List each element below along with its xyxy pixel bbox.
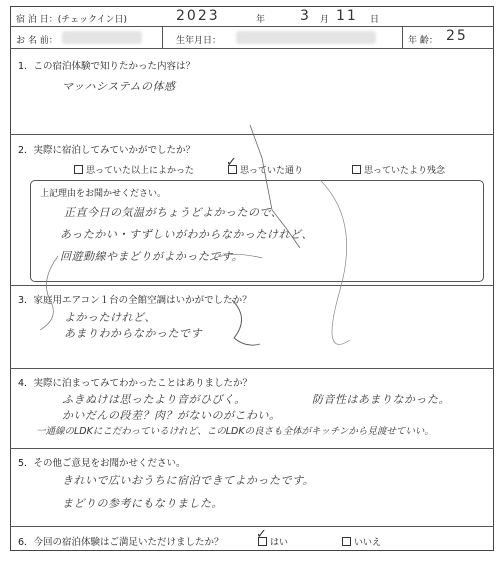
answer-4-line-2: かいだんの段差？肉？がないのがこわい。 <box>62 409 281 422</box>
question-6: 6．今回の宿泊体験はご満足いただけましたか？ <box>18 537 224 548</box>
check-mark-icon: ✓ <box>226 155 237 170</box>
stay-date-label: 宿 泊 日：(チェックイン日) <box>16 15 128 25</box>
day-unit: 日 <box>370 15 380 25</box>
age-value: 25 <box>446 28 468 44</box>
answer-2-line-2: あったかい・すずしいがわからなかったけれど、 <box>60 228 313 241</box>
reason-label: 上記理由をお聞かせください。 <box>40 189 167 199</box>
answer-5-line-2: まどりの参考にもなりました。 <box>62 497 223 510</box>
answer-2-line-1: 正直今日の気温がちょうどよかったので、 <box>64 206 283 219</box>
question-4: 4．実際に泊まってみてわかったことはありましたか？ <box>18 378 253 389</box>
answer-3-line-2: あまりわからなかったです <box>64 327 202 340</box>
option-label: はい <box>270 538 289 548</box>
month-unit: 月 <box>320 15 330 25</box>
answer-4-line-1: ふきぬけは思ったより音がひびく。 <box>62 393 246 406</box>
answer-5-line-1: きれいで広いおうちに宿泊できてよかったです。 <box>62 474 315 487</box>
stay-month-value: 3 <box>300 8 311 24</box>
question-2: 2．実際に宿泊してみていかがでしたか？ <box>18 145 196 156</box>
question-3: 3．家庭用エアコン１台の全館空調はいかがでしたか？ <box>18 295 252 306</box>
option-label: 思っていたより残念 <box>364 166 446 176</box>
check-mark-icon: ✓ <box>256 527 267 542</box>
stay-year-value: 2023 <box>176 8 220 24</box>
answer-2-line-3: 回遊動線やまどりがよかったです。 <box>60 250 244 263</box>
name-label: お 名 前： <box>16 36 58 46</box>
answer-4-side-note: 防音性はあまりなかった。 <box>312 393 450 406</box>
answer-3-line-1: よかったけれど、 <box>64 311 156 324</box>
question-1: 1．この宿泊体験で知りたかった内容は？ <box>18 61 196 72</box>
year-unit: 年 <box>256 15 266 25</box>
question-5: 5．その他ご意見をお聞かせください。 <box>18 458 186 469</box>
option-label: いいえ <box>354 538 382 548</box>
birth-date-label: 生年月日： <box>176 36 222 46</box>
age-label: 年 齢： <box>408 36 438 46</box>
option-label: 思っていた通り <box>240 166 304 176</box>
answer-1: マッハシステムの体感 <box>62 80 176 93</box>
answer-4-line-3: 一通線のLDKにこだわっているけれど、このLDKの良さも全体がキッチンから見渡せていい。 <box>36 426 434 437</box>
stay-day-value: 11 <box>336 8 358 24</box>
option-label: 思っていた以上によかった <box>86 166 195 176</box>
